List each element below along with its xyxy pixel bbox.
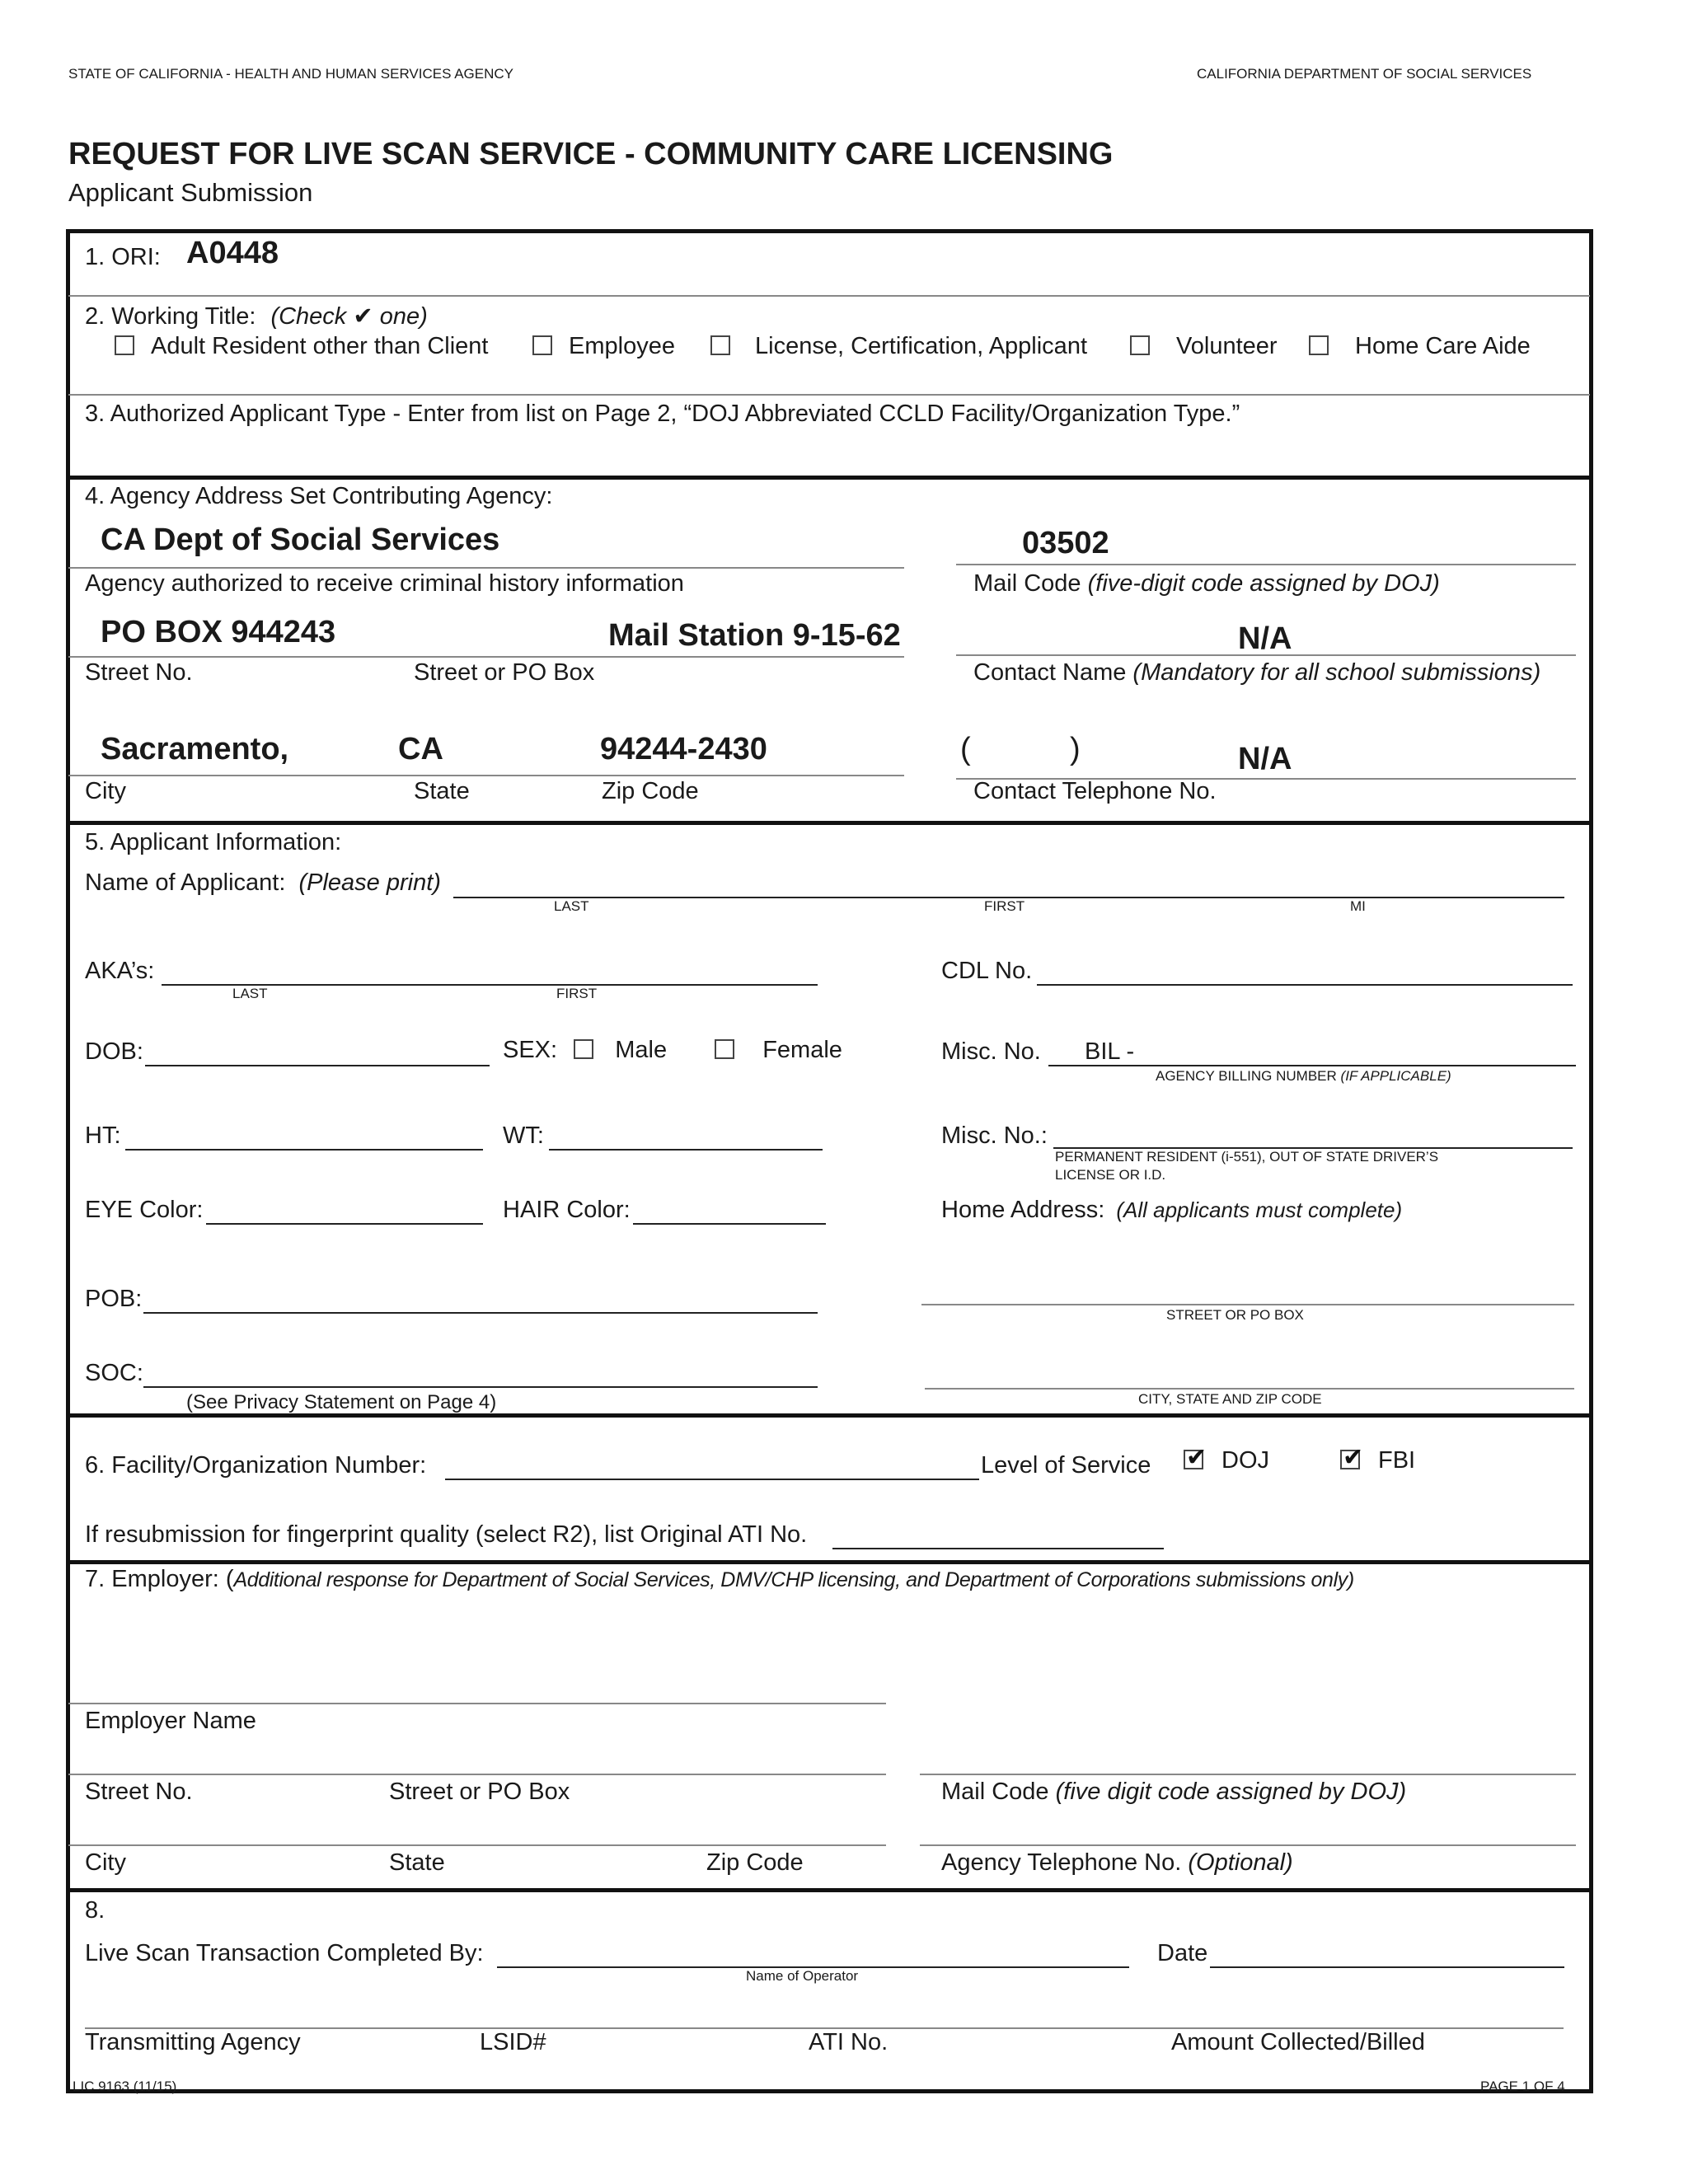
section-divider bbox=[66, 821, 1593, 825]
ori-value[interactable]: A0448 bbox=[186, 236, 279, 270]
checkbox-volunteer[interactable] bbox=[1130, 335, 1150, 355]
ht-field[interactable] bbox=[125, 1149, 483, 1151]
agency-zip-value[interactable]: 94244-2430 bbox=[600, 732, 767, 766]
level-doj[interactable]: ✔ DOJ bbox=[1184, 1447, 1269, 1474]
working-title-hint: (Check ✔ one) bbox=[270, 303, 428, 330]
street-caption: Street or PO Box bbox=[414, 659, 595, 686]
field-line bbox=[68, 775, 904, 776]
ht-label: HT: bbox=[85, 1122, 121, 1149]
employer-street-caption: Street or PO Box bbox=[389, 1779, 570, 1805]
option-employee[interactable]: Employee bbox=[532, 333, 675, 360]
contact-name-caption: Contact Name (Mandatory for all school submissions) bbox=[973, 659, 1541, 686]
pob-field[interactable] bbox=[143, 1312, 818, 1314]
field-line bbox=[68, 567, 904, 569]
field-line bbox=[956, 564, 1576, 565]
divider bbox=[68, 295, 1590, 297]
wt-label: WT: bbox=[503, 1122, 544, 1149]
cdl-field[interactable] bbox=[1037, 984, 1573, 986]
last-caption: LAST bbox=[554, 898, 589, 914]
home-city-field[interactable] bbox=[925, 1388, 1574, 1390]
sex-label: SEX: bbox=[503, 1037, 558, 1063]
employer-zip-caption: Zip Code bbox=[706, 1849, 804, 1876]
aka-first-caption: FIRST bbox=[556, 986, 598, 1001]
soc-label: SOC: bbox=[85, 1360, 143, 1386]
checkbox-fbi[interactable] bbox=[1340, 1450, 1360, 1469]
field-line bbox=[68, 1703, 886, 1704]
dob-label: DOB: bbox=[85, 1038, 143, 1065]
section-divider bbox=[66, 1560, 1593, 1564]
contact-name-value[interactable]: N/A bbox=[1238, 621, 1292, 656]
agency-street-no-value[interactable]: PO BOX 944243 bbox=[101, 615, 336, 649]
transmitting-agency-caption: Transmitting Agency bbox=[85, 2029, 301, 2055]
aka-label: AKA’s: bbox=[85, 958, 155, 984]
city-state-zip-caption: CITY, STATE AND ZIP CODE bbox=[1138, 1391, 1322, 1407]
agency-city-value[interactable]: Sacramento, bbox=[101, 732, 289, 766]
option-adult-resident[interactable]: Adult Resident other than Client bbox=[115, 333, 488, 360]
applicant-name-label: Name of Applicant: (Please print) bbox=[85, 869, 441, 896]
soc-field[interactable] bbox=[143, 1386, 818, 1388]
completed-by-label: Live Scan Transaction Completed By: bbox=[85, 1940, 484, 1966]
amount-caption: Amount Collected/Billed bbox=[1171, 2029, 1425, 2055]
checkbox-male[interactable] bbox=[574, 1039, 593, 1059]
page-number: PAGE 1 OF 4 bbox=[1480, 2079, 1565, 2094]
agency-right: CALIFORNIA DEPARTMENT OF SOCIAL SERVICES bbox=[1197, 66, 1532, 82]
facility-number-field[interactable] bbox=[445, 1479, 979, 1480]
dob-field[interactable] bbox=[145, 1065, 490, 1066]
sex-group bbox=[503, 1037, 842, 1064]
agency-street-value[interactable]: Mail Station 9-15-62 bbox=[608, 618, 901, 653]
city-caption: City bbox=[85, 778, 126, 804]
employer-mail-code-caption: Mail Code (five digit code assigned by DOJ) bbox=[941, 1779, 1407, 1805]
ori-label: 1. ORI: bbox=[85, 244, 161, 270]
checkbox-adult-resident[interactable] bbox=[115, 335, 134, 355]
contact-phone-caption: Contact Telephone No. bbox=[973, 778, 1217, 804]
applicant-type-label: 3. Authorized Applicant Type - Enter from list on Page 2, “DOJ Abbreviated CCLD Facility/Organization Type.” bbox=[85, 401, 1240, 427]
billing-number-caption: AGENCY BILLING NUMBER (IF APPLICABLE) bbox=[1156, 1068, 1451, 1084]
phone-paren-close: ) bbox=[1070, 732, 1081, 766]
license-id-caption: LICENSE OR I.D. bbox=[1055, 1167, 1166, 1183]
resubmission-label: If resubmission for fingerprint quality (select R2), list Original ATI No. bbox=[85, 1521, 808, 1548]
street-no-caption: Street No. bbox=[85, 659, 193, 686]
checkbox-employee[interactable] bbox=[532, 335, 552, 355]
first-caption: FIRST bbox=[984, 898, 1025, 914]
contact-phone-value[interactable]: N/A bbox=[1238, 742, 1292, 776]
field-line bbox=[920, 1844, 1576, 1846]
home-street-field[interactable] bbox=[921, 1304, 1574, 1305]
hair-color-label: HAIR Color: bbox=[503, 1197, 631, 1223]
privacy-statement: (See Privacy Statement on Page 4) bbox=[186, 1391, 497, 1413]
field-line bbox=[68, 1844, 886, 1846]
employer-street-no-caption: Street No. bbox=[85, 1779, 193, 1805]
misc-no-value[interactable]: BIL - bbox=[1085, 1038, 1135, 1065]
working-title-label bbox=[85, 302, 428, 330]
aka-last-caption: LAST bbox=[232, 986, 268, 1001]
wt-field[interactable] bbox=[549, 1149, 823, 1151]
form-number: LIC 9163 (11/15) bbox=[73, 2079, 177, 2094]
section-divider bbox=[66, 1888, 1593, 1892]
phone-paren-open: ( bbox=[960, 732, 971, 766]
working-title-text: 2. Working Title: bbox=[85, 303, 256, 330]
field-line bbox=[68, 1774, 886, 1775]
field-line bbox=[68, 656, 904, 658]
cdl-label: CDL No. bbox=[941, 958, 1033, 984]
male-label: Male bbox=[615, 1037, 668, 1063]
lsid-caption: LSID# bbox=[480, 2029, 546, 2055]
original-ati-field[interactable] bbox=[832, 1548, 1164, 1549]
mail-code-value[interactable]: 03502 bbox=[1022, 526, 1109, 560]
eye-color-field[interactable] bbox=[206, 1223, 483, 1225]
section-8-label: 8. bbox=[85, 1897, 106, 1924]
agency-address-label: 4. Agency Address Set Contributing Agency: bbox=[85, 483, 553, 509]
section-divider bbox=[66, 1413, 1593, 1418]
employer-city-caption: City bbox=[85, 1849, 126, 1876]
option-license-applicant[interactable]: License, Certification, Applicant bbox=[710, 333, 1087, 360]
employer-label: 7. Employer: (Additional response for Department of Social Services, DMV/CHP licensing, and Department of Corporations submissions only) bbox=[85, 1566, 1354, 1592]
mail-code-caption: Mail Code (five-digit code assigned by DOJ) bbox=[973, 570, 1440, 597]
operator-name-caption: Name of Operator bbox=[746, 1968, 859, 1984]
facility-number-label: 6. Facility/Organization Number: bbox=[85, 1452, 427, 1479]
agency-left: STATE OF CALIFORNIA - HEALTH AND HUMAN SERVICES AGENCY bbox=[68, 66, 514, 82]
hair-color-field[interactable] bbox=[633, 1223, 826, 1225]
field-line bbox=[920, 1774, 1576, 1775]
checkbox-doj[interactable] bbox=[1184, 1450, 1203, 1469]
form-title: REQUEST FOR LIVE SCAN SERVICE - COMMUNITY CARE LICENSING bbox=[68, 137, 1114, 171]
checkbox-female[interactable] bbox=[715, 1039, 734, 1059]
ati-no-caption: ATI No. bbox=[809, 2029, 889, 2055]
option-home-care-aide[interactable]: Home Care Aide bbox=[1309, 333, 1531, 360]
zip-caption: Zip Code bbox=[602, 778, 699, 804]
section-divider bbox=[66, 476, 1593, 480]
agency-phone-caption: Agency Telephone No. (Optional) bbox=[941, 1849, 1293, 1876]
eye-color-label: EYE Color: bbox=[85, 1197, 204, 1223]
street-po-box-caption: STREET OR PO BOX bbox=[1166, 1307, 1304, 1323]
misc-no-field bbox=[1048, 1065, 1576, 1066]
agency-name-caption: Agency authorized to receive criminal history information bbox=[85, 570, 684, 597]
misc-no-label: Misc. No. bbox=[941, 1038, 1041, 1065]
level-fbi[interactable]: ✔ FBI bbox=[1340, 1447, 1415, 1474]
employer-name-caption: Employer Name bbox=[85, 1708, 256, 1734]
date-field[interactable] bbox=[1210, 1966, 1564, 1968]
divider bbox=[68, 394, 1590, 396]
home-address-label: Home Address: (All applicants must complete) bbox=[941, 1197, 1403, 1223]
permanent-resident-caption: PERMANENT RESIDENT (i-551), OUT OF STATE DRIVER’S bbox=[1055, 1149, 1439, 1165]
agency-state-value[interactable]: CA bbox=[398, 732, 443, 766]
misc-no-2-label: Misc. No.: bbox=[941, 1122, 1048, 1149]
employer-state-caption: State bbox=[389, 1849, 445, 1876]
date-label: Date bbox=[1157, 1940, 1208, 1966]
checkbox-home-care-aide[interactable] bbox=[1309, 335, 1329, 355]
form-subtitle: Applicant Submission bbox=[68, 178, 313, 207]
option-volunteer[interactable]: Volunteer bbox=[1130, 333, 1278, 360]
field-line bbox=[956, 654, 1576, 656]
female-label: Female bbox=[762, 1037, 842, 1063]
applicant-info-label: 5. Applicant Information: bbox=[85, 829, 342, 855]
agency-name-value[interactable]: CA Dept of Social Services bbox=[101, 523, 500, 557]
state-caption: State bbox=[414, 778, 470, 804]
pob-label: POB: bbox=[85, 1286, 143, 1312]
level-of-service-label: Level of Service bbox=[981, 1452, 1151, 1479]
checkbox-license-applicant[interactable] bbox=[710, 335, 730, 355]
mi-caption: MI bbox=[1350, 898, 1366, 914]
